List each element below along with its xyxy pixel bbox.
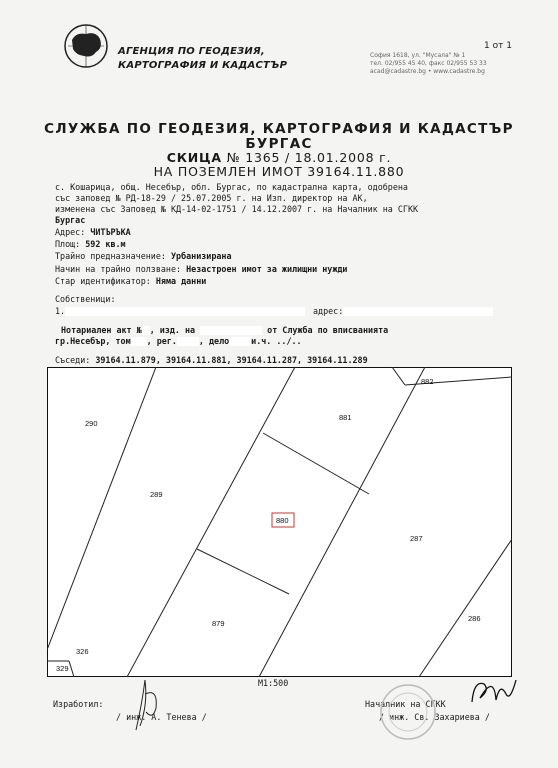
office-city: БУРГАС <box>245 136 313 152</box>
agency-contact: София 1618, ул. "Мусала" № 1 тел. 02/955 45 40, факс 02/955 53 33 acad@cadastre.bg • www.cadastre.bg <box>370 52 487 75</box>
parcel-290: 290 <box>85 419 98 428</box>
parcel-879: 879 <box>212 619 225 628</box>
parcel-880: 880 <box>276 516 289 525</box>
sketch-number: СКИЦА № 1365 / 18.01.2008 г. <box>166 150 392 165</box>
intro-text: с. Кошарица, общ. Несебър, обл. Бургас, по кадастрална карта, одобрена със заповед № РД-18-29 / 25.07.2005 г. на Изп. директор на АК, изменена със Заповед № КД-14-02-1751 / 14.12.2007 г. на Началник на СГКК Бургас <box>55 182 419 225</box>
deed-row: Нотариален акт № , изд. на от Служба по вписванията <box>61 325 389 335</box>
purpose-row: Трайно предназначение: Урбанизирана <box>55 251 232 261</box>
parcel-287: 287 <box>410 534 423 543</box>
page-number: 1 от 1 <box>484 41 512 51</box>
parcel-882: 882 <box>421 377 434 386</box>
map-scale: М1:500 <box>258 678 289 688</box>
chief-signature-block: Началник на СГКК / инж. Св. Захариева / <box>365 699 490 722</box>
deed-row-2: гр.Несебър, том , рег. , дело и.ч. ../.. <box>55 336 302 346</box>
parcel-326: 326 <box>76 647 89 656</box>
prepared-by: Изработил: / инж. А. Тенева / <box>53 699 207 722</box>
office-title: СЛУЖБА ПО ГЕОДЕЗИЯ, КАРТОГРАФИЯ И КАДАСТЪР <box>44 121 514 137</box>
owner-address: адрес: <box>313 306 493 317</box>
owner-row: 1. <box>55 306 305 317</box>
parcel-881: 881 <box>339 413 352 422</box>
usage-row: Начин на трайно ползване: Незастроен имот за жилищни нужди <box>55 264 348 274</box>
neighbors-row: Съседи: 39164.11.879, 39164.11.881, 39164.11.287, 39164.11.289 <box>55 355 368 365</box>
parcel-286: 286 <box>468 614 481 623</box>
signature-chief <box>466 672 522 712</box>
area-row: Площ: 592 кв.м <box>55 239 126 249</box>
agency-name: АГЕНЦИЯ ПО ГЕОДЕЗИЯ, КАРТОГРАФИЯ И КАДАСТЪР <box>118 46 288 71</box>
parcel-289: 289 <box>150 490 163 499</box>
office-stamp <box>378 682 438 742</box>
owners-label: Собственици: <box>55 294 116 304</box>
address-row: Адрес: ЧИТЪРЪКА <box>55 227 131 237</box>
plot-title: НА ПОЗЕМЛЕН ИМОТ 39164.11.880 <box>153 164 405 179</box>
parcel-329: 329 <box>56 664 69 673</box>
old-id-row: Стар идентификатор: Няма данни <box>55 276 207 286</box>
agency-logo <box>62 22 110 70</box>
cadastral-map <box>47 367 512 677</box>
signature-prepared <box>118 674 178 732</box>
